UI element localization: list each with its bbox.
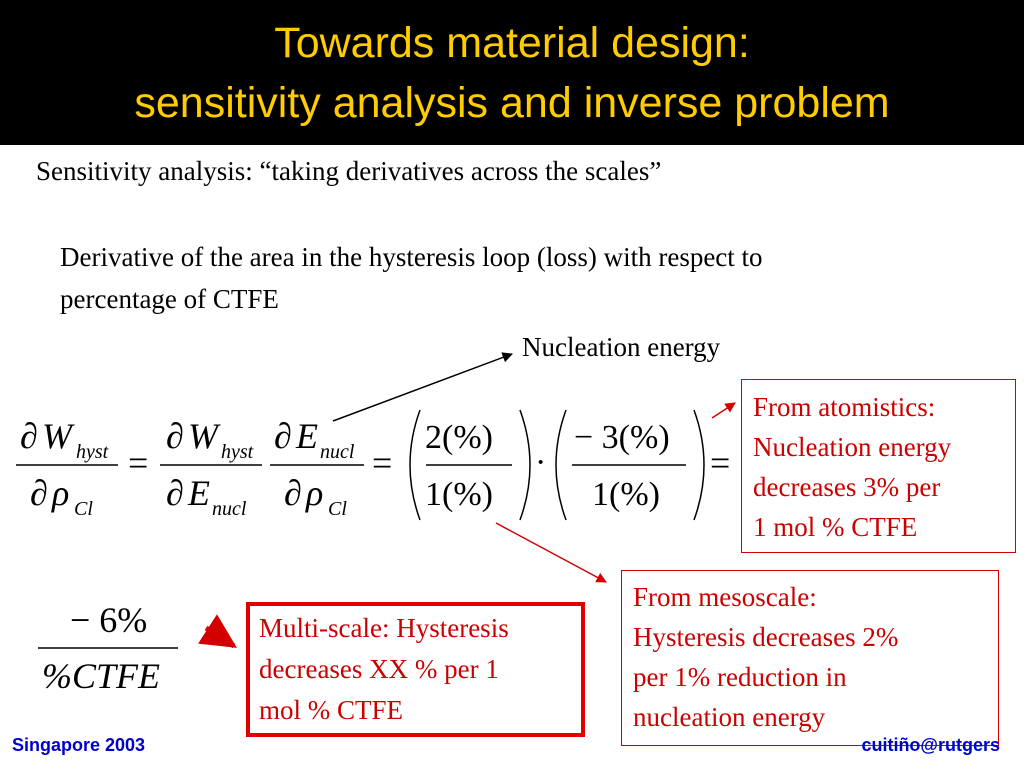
multiscale-line-2: decreases XX % per 1 (259, 654, 499, 684)
nucleation-arrow (333, 354, 512, 421)
result-numerator: − 6% (70, 600, 148, 640)
paren-1-left (410, 410, 420, 520)
frac1-den-partial: ∂ (30, 473, 48, 513)
frac2-num-W: W (188, 416, 218, 456)
frac3-den-partial: ∂ (284, 473, 302, 513)
frac2-den-partial: ∂ (166, 473, 184, 513)
atomistics-arrow (712, 403, 735, 418)
atomistics-line-3: decreases 3% per (753, 472, 941, 502)
frac3-den-rho: ρ (306, 473, 324, 513)
equals-2: = (372, 443, 393, 483)
paren-2-left (556, 410, 566, 520)
frac2-num-partial: ∂ (166, 416, 184, 456)
footer-right: cuitiño@rutgers (861, 735, 1000, 755)
frac2-den-E: E (188, 473, 210, 513)
mesoscale-line-1: From mesoscale: (633, 582, 817, 612)
atomistics-box (741, 379, 1016, 553)
frac1-num-sub: hyst (76, 441, 109, 463)
group1-numerator: 2(%) (425, 419, 493, 456)
atomistics-line-1: From atomistics: (753, 392, 936, 422)
frac1-num-partial: ∂ (20, 416, 38, 456)
equals-3: = (710, 443, 731, 483)
multiscale-line-3: mol % CTFE (259, 695, 404, 725)
frac1-den-rho: ρ (52, 473, 70, 513)
mesoscale-line-4: nucleation energy (633, 702, 826, 732)
multiscale-line-1: Multi-scale: Hysteresis (259, 613, 509, 643)
paren-1-right (520, 410, 530, 520)
mesoscale-line-2: Hysteresis decreases 2% (633, 622, 899, 652)
mesoscale-box (621, 570, 999, 746)
derivative-description-line-2: percentage of CTFE (60, 284, 279, 314)
equals-1: = (128, 443, 149, 483)
result-denominator: %CTFE (42, 656, 161, 696)
slide-title-line-1: Towards material design: (274, 19, 750, 67)
paren-2-right (694, 410, 704, 520)
group2-numerator: − 3(%) (574, 419, 670, 456)
atomistics-line-2: Nucleation energy (753, 432, 952, 462)
frac2-num-sub: hyst (221, 441, 254, 463)
frac1-den-sub: Cl (74, 498, 93, 520)
multiscale-box (246, 602, 585, 737)
atomistics-line-4: 1 mol % CTFE (753, 512, 918, 542)
multiscale-pointer-arrow (206, 628, 234, 646)
group1-denominator: 1(%) (425, 476, 493, 513)
nucleation-energy-label: Nucleation energy (522, 332, 721, 362)
derivative-description-line-1: Derivative of the area in the hysteresis loop (loss) with respect to (60, 242, 763, 272)
intro-text: Sensitivity analysis: “taking derivatives across the scales” (36, 156, 662, 186)
multiplication-dot: · (535, 444, 547, 481)
group2-denominator: 1(%) (592, 476, 660, 513)
frac1-num-W: W (42, 416, 72, 456)
frac3-num-partial: ∂ (274, 416, 292, 456)
frac3-num-E: E (296, 416, 318, 456)
slide-title-line-2: sensitivity analysis and inverse problem (134, 79, 890, 127)
frac3-num-sub: nucl (320, 441, 355, 463)
mesoscale-arrow (496, 523, 606, 582)
frac2-den-sub: nucl (212, 498, 247, 520)
frac3-den-sub: Cl (328, 498, 347, 520)
mesoscale-line-3: per 1% reduction in (633, 662, 847, 692)
footer-left: Singapore 2003 (12, 735, 146, 755)
